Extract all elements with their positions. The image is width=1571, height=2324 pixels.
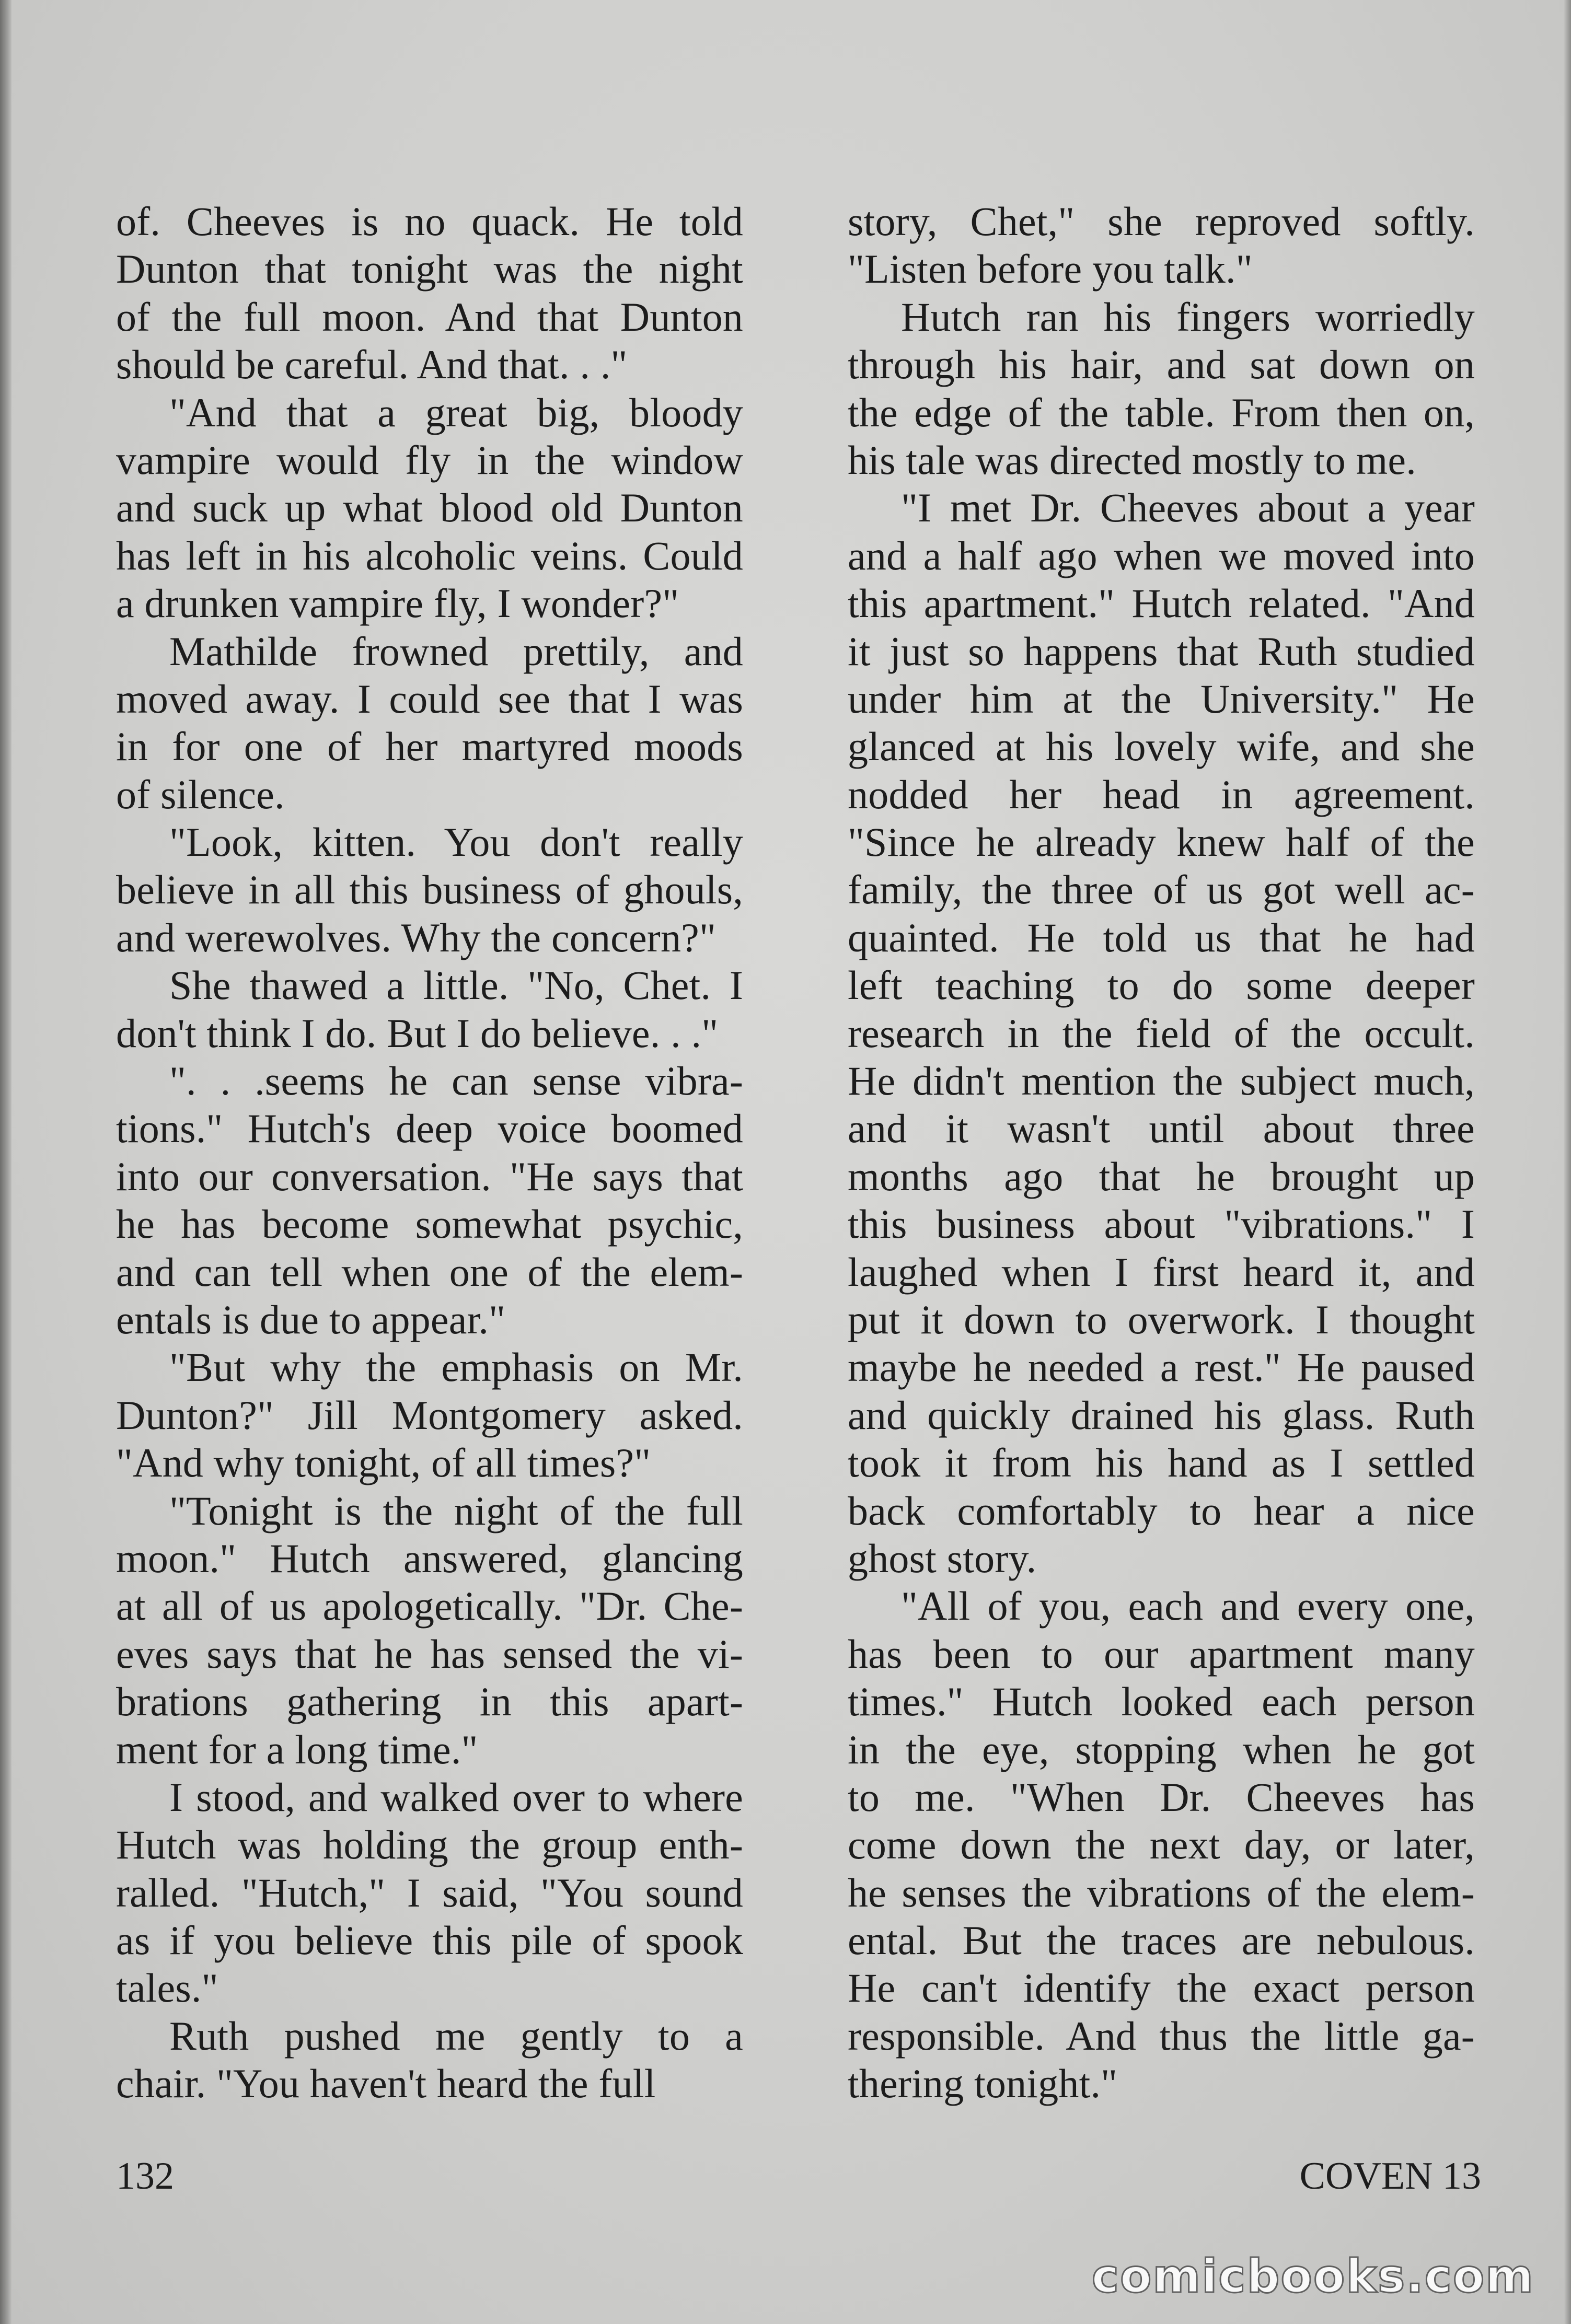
text-line: at all of us apologetically. "Dr. Che-	[116, 1583, 743, 1629]
text-line: he senses the vibrations of the elem-	[848, 1869, 1475, 1915]
text-line: family, the three of us got well ac-	[848, 867, 1475, 913]
page-number: 132	[116, 2155, 174, 2198]
page-edge-shadow	[1564, 0, 1571, 2324]
text-line: ralled. "Hutch," I said, "You sound	[116, 1869, 743, 1915]
text-line: ment for a long time."	[116, 1726, 478, 1772]
paragraph	[116, 1057, 743, 1343]
text-line: thering tonight."	[848, 2061, 1118, 2107]
text-line: and quickly drained his glass. Ruth	[848, 1392, 1475, 1438]
text-line: in for one of her martyred moods	[116, 724, 743, 770]
text-line: Ruth pushed me gently to a	[169, 2013, 743, 2059]
paragraph	[116, 1487, 743, 1773]
paragraph	[116, 197, 743, 389]
text-line: "All of you, each and every one,	[901, 1583, 1475, 1629]
text-line: a drunken vampire fly, I wonder?"	[116, 580, 679, 626]
text-line: chair. "You haven't heard the full	[116, 2061, 656, 2107]
text-line: believe in all this business of ghouls,	[116, 867, 743, 913]
text-line: this business about "vibrations." I	[848, 1201, 1475, 1247]
paragraph	[116, 389, 743, 628]
text-line: to me. "When Dr. Cheeves has	[848, 1774, 1475, 1820]
text-line: "Look, kitten. You don't really	[169, 819, 743, 865]
text-line: Hutch ran his fingers worriedly	[901, 294, 1475, 340]
text-line: He can't identify the exact person	[848, 1965, 1475, 2011]
text-line: eves says that he has sensed the vi-	[116, 1631, 743, 1677]
text-line: it just so happens that Ruth studied	[848, 628, 1475, 674]
text-line: ". . .seems he can sense vibra-	[169, 1058, 743, 1104]
text-line: ental. But the traces are nebulous.	[848, 1918, 1475, 1963]
text-line: moon." Hutch answered, glancing	[116, 1535, 743, 1581]
text-line: left teaching to do some deeper	[848, 962, 1475, 1008]
text-line: as if you believe this pile of spook	[116, 1918, 743, 1963]
text-line: Dunton that tonight was the night	[116, 246, 743, 292]
text-line: laughed when I first heard it, and	[848, 1249, 1475, 1295]
text-line: should be careful. And that. . ."	[116, 342, 628, 388]
text-line: and suck up what blood old Dunton	[116, 485, 743, 531]
text-line: maybe he needed a rest." He paused	[848, 1344, 1475, 1390]
paragraph	[116, 1773, 743, 2012]
text-line: under him at the University." He	[848, 676, 1475, 722]
text-line: vampire would fly in the window	[116, 437, 743, 483]
text-line: "Tonight is the night of the full	[169, 1488, 743, 1533]
text-line: story, Chet," she reproved softly.	[848, 199, 1475, 244]
text-line: Dunton?" Jill Montgomery asked.	[116, 1392, 743, 1438]
text-line: of. Cheeves is no quack. He told	[116, 199, 743, 244]
text-line: tions." Hutch's deep voice boomed	[116, 1106, 743, 1152]
left-text-column	[116, 197, 743, 2108]
paragraph	[848, 293, 1475, 484]
text-line: his tale was directed mostly to me.	[848, 437, 1416, 483]
text-line: She thawed a little. "No, Chet. I	[169, 962, 743, 1008]
text-line: "But why the emphasis on Mr.	[169, 1344, 743, 1390]
paragraph	[116, 818, 743, 961]
paragraph	[116, 2012, 743, 2108]
paragraph	[848, 197, 1475, 293]
right-text-column	[848, 197, 1475, 2108]
text-line: tales."	[116, 1965, 218, 2011]
text-line: Mathilde frowned prettily, and	[169, 628, 743, 674]
text-line: brations gathering in this apart-	[116, 1679, 743, 1725]
paragraph	[116, 628, 743, 819]
text-line: took it from his hand as I settled	[848, 1440, 1475, 1486]
text-line: "And why tonight, of all times?"	[116, 1440, 651, 1486]
text-line: "And that a great big, bloody	[169, 389, 743, 435]
text-line: don't think I do. But I do believe. . ."	[116, 1010, 719, 1056]
text-line: this apartment." Hutch related. "And	[848, 580, 1475, 626]
text-line: months ago that he brought up	[848, 1153, 1475, 1199]
text-line: entals is due to appear."	[116, 1296, 506, 1342]
text-line: has left in his alcoholic veins. Could	[116, 532, 743, 578]
text-line: nodded her head in agreement.	[848, 771, 1475, 817]
text-line: put it down to overwork. I thought	[848, 1296, 1475, 1342]
text-line: "Listen before you talk."	[848, 246, 1253, 292]
text-line: and a half ago when we moved into	[848, 532, 1475, 578]
text-line: and can tell when one of the elem-	[116, 1249, 743, 1295]
paragraph	[848, 484, 1475, 1582]
text-line: responsible. And thus the little ga-	[848, 2013, 1475, 2059]
text-line: moved away. I could see that I was	[116, 676, 743, 722]
text-line: "I met Dr. Cheeves about a year	[901, 485, 1475, 531]
text-line: times." Hutch looked each person	[848, 1679, 1475, 1725]
text-line: of silence.	[116, 771, 285, 817]
magazine-title: COVEN 13	[1299, 2155, 1481, 2198]
text-line: Hutch was holding the group enth-	[116, 1822, 743, 1868]
text-line: and werewolves. Why the concern?"	[116, 914, 717, 960]
text-line: research in the field of the occult.	[848, 1010, 1475, 1056]
text-line: I stood, and walked over to where	[169, 1774, 743, 1820]
text-line: the edge of the table. From then on,	[848, 389, 1475, 435]
watermark-logo: comicbooks.com	[1091, 2249, 1534, 2303]
text-line: back comfortably to hear a nice	[848, 1488, 1475, 1533]
paragraph	[116, 961, 743, 1057]
paragraph	[116, 1343, 743, 1486]
text-line: come down the next day, or later,	[848, 1822, 1475, 1868]
text-line: He didn't mention the subject much,	[848, 1058, 1475, 1104]
text-line: of the full moon. And that Dunton	[116, 294, 743, 340]
page-spine-shadow	[0, 0, 11, 2324]
text-line: through his hair, and sat down on	[848, 342, 1475, 388]
text-line: he has become somewhat psychic,	[116, 1201, 743, 1247]
text-line: into our conversation. "He says that	[116, 1153, 743, 1199]
text-line: "Since he already knew half of the	[848, 819, 1475, 865]
text-line: quainted. He told us that he had	[848, 914, 1475, 960]
text-line: has been to our apartment many	[848, 1631, 1475, 1677]
paragraph	[848, 1582, 1475, 2107]
text-line: ghost story.	[848, 1535, 1037, 1581]
text-line: and it wasn't until about three	[848, 1106, 1475, 1152]
text-line: in the eye, stopping when he got	[848, 1726, 1475, 1772]
text-line: glanced at his lovely wife, and she	[848, 724, 1475, 770]
